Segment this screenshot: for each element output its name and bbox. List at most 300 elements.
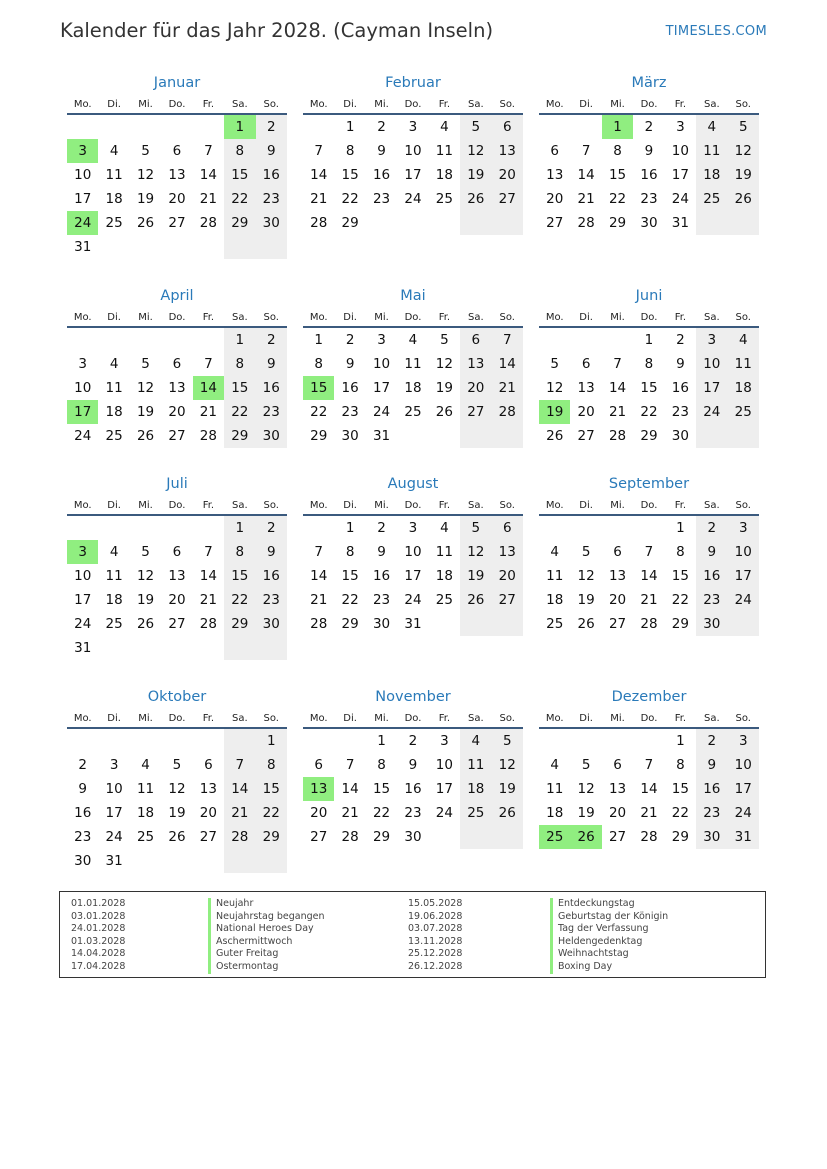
day-cell: 8 bbox=[676, 757, 685, 773]
day-cell: 26 bbox=[136, 616, 155, 632]
weekday-label: Fr. bbox=[202, 99, 215, 110]
legend-dates-left bbox=[71, 898, 125, 974]
month-9 bbox=[539, 473, 759, 636]
day-cell: 6 bbox=[613, 544, 622, 560]
day-cell: 28 bbox=[310, 616, 328, 632]
day-cell: 30 bbox=[256, 211, 287, 235]
day-cell: 23 bbox=[256, 588, 287, 612]
day-cell: 31 bbox=[372, 428, 391, 444]
day-cell: 8 bbox=[256, 753, 287, 777]
day-cell: 29 bbox=[640, 428, 658, 444]
empty-cell bbox=[570, 115, 601, 139]
day-cell: 15 bbox=[372, 781, 391, 797]
empty-cell bbox=[98, 115, 129, 139]
day-cell: 7 bbox=[204, 143, 213, 159]
empty-cell bbox=[633, 729, 664, 753]
day-cell: 16 bbox=[256, 163, 287, 187]
day-cell: 17 bbox=[671, 167, 689, 183]
empty-cell bbox=[570, 516, 601, 540]
weekday-label: Fr. bbox=[438, 99, 451, 110]
month-2 bbox=[303, 72, 523, 235]
day-cell: 12 bbox=[577, 781, 595, 797]
day-cell: 2 bbox=[644, 119, 654, 135]
weekday-label: Mo. bbox=[73, 99, 92, 110]
day-cell: 14 bbox=[640, 568, 658, 584]
empty-cell bbox=[256, 849, 287, 873]
day-cell: 4 bbox=[728, 328, 759, 352]
weekday-label: Mi. bbox=[374, 99, 389, 110]
day-grid bbox=[303, 115, 523, 235]
day-cell: 25 bbox=[136, 829, 155, 845]
day-cell: 7 bbox=[613, 356, 622, 372]
day-cell: 7 bbox=[345, 757, 355, 773]
day-cell: 27 bbox=[168, 428, 186, 444]
empty-cell bbox=[98, 636, 129, 660]
day-cell: 2 bbox=[696, 729, 727, 753]
day-cell: 24 bbox=[404, 592, 422, 608]
day-cell: 24 bbox=[696, 400, 727, 424]
weekday-label: Di. bbox=[343, 312, 357, 323]
day-cell: 6 bbox=[172, 356, 182, 372]
day-cell: 1 bbox=[224, 516, 255, 540]
day-cell: 27 bbox=[608, 829, 627, 845]
day-cell: 2 bbox=[377, 520, 386, 536]
empty-cell bbox=[130, 115, 161, 139]
day-cell: 13 bbox=[492, 139, 523, 163]
day-cell: 19 bbox=[577, 805, 595, 821]
day-cell: 31 bbox=[404, 616, 422, 632]
day-cell: 7 bbox=[581, 143, 591, 159]
day-cell: 6 bbox=[492, 516, 523, 540]
legend-holiday-name: National Heroes Day bbox=[208, 923, 325, 936]
weekday-label: Fr. bbox=[438, 500, 451, 511]
day-cell: 20 bbox=[168, 191, 186, 207]
month-name: September bbox=[608, 476, 690, 492]
day-cell: 13 bbox=[577, 380, 595, 396]
day-cell: 30 bbox=[256, 612, 287, 636]
weekday-header bbox=[67, 710, 287, 729]
day-cell: 20 bbox=[199, 805, 217, 821]
day-cell: 5 bbox=[581, 544, 591, 560]
weekday-label: Do. bbox=[640, 713, 658, 724]
day-cell: 19 bbox=[539, 400, 570, 424]
weekday-label: Mi. bbox=[610, 99, 625, 110]
day-cell: 15 bbox=[671, 568, 689, 584]
day-cell: 27 bbox=[492, 588, 523, 612]
day-cell: 13 bbox=[492, 540, 523, 564]
day-cell: 4 bbox=[696, 115, 727, 139]
day-cell: 19 bbox=[492, 777, 523, 801]
day-cell: 21 bbox=[199, 404, 217, 420]
weekday-header bbox=[303, 710, 523, 729]
empty-cell bbox=[98, 729, 129, 753]
day-cell: 9 bbox=[676, 356, 685, 372]
day-cell: 30 bbox=[404, 829, 422, 845]
day-cell: 18 bbox=[696, 163, 727, 187]
weekday-label: Mi. bbox=[610, 713, 625, 724]
empty-cell bbox=[429, 424, 460, 448]
weekday-header bbox=[539, 96, 759, 115]
day-cell: 28 bbox=[640, 829, 658, 845]
day-cell: 1 bbox=[314, 332, 323, 348]
day-cell: 28 bbox=[577, 215, 595, 231]
day-cell: 9 bbox=[644, 143, 654, 159]
day-cell: 5 bbox=[550, 356, 559, 372]
weekday-label: So. bbox=[735, 312, 751, 323]
day-cell: 24 bbox=[404, 191, 422, 207]
weekday-label: So. bbox=[735, 713, 751, 724]
weekday-label: Sa. bbox=[231, 713, 248, 724]
day-cell: 8 bbox=[613, 143, 622, 159]
legend-holiday-name: Heldengedenktag bbox=[550, 936, 668, 949]
day-cell: 24 bbox=[67, 211, 98, 235]
empty-cell bbox=[460, 211, 491, 235]
empty-cell bbox=[224, 729, 255, 753]
empty-cell bbox=[224, 636, 255, 660]
day-cell: 13 bbox=[608, 568, 627, 584]
legend-names-right bbox=[550, 898, 668, 974]
day-cell: 24 bbox=[435, 805, 453, 821]
day-cell: 18 bbox=[105, 404, 123, 420]
legend-date: 15.05.2028 bbox=[408, 898, 463, 909]
day-cell: 28 bbox=[199, 616, 217, 632]
day-cell: 2 bbox=[676, 332, 685, 348]
day-cell: 29 bbox=[372, 829, 391, 845]
day-cell: 5 bbox=[141, 356, 150, 372]
weekday-label: Di. bbox=[107, 500, 121, 511]
legend-holiday-name: Boxing Day bbox=[550, 961, 668, 974]
day-cell: 29 bbox=[256, 825, 287, 849]
day-cell: 10 bbox=[404, 544, 422, 560]
day-cell: 17 bbox=[728, 777, 759, 801]
brand-link[interactable]: TIMESLES.COM bbox=[665, 24, 767, 39]
day-cell: 29 bbox=[224, 424, 255, 448]
day-cell: 1 bbox=[224, 328, 255, 352]
empty-cell bbox=[696, 424, 727, 448]
day-cell: 5 bbox=[141, 143, 150, 159]
weekday-label: Do. bbox=[404, 713, 422, 724]
day-cell: 7 bbox=[204, 356, 213, 372]
day-cell: 14 bbox=[199, 167, 217, 183]
day-cell: 13 bbox=[608, 781, 627, 797]
weekday-label: Di. bbox=[579, 500, 593, 511]
day-cell: 1 bbox=[345, 119, 355, 135]
empty-cell bbox=[429, 612, 460, 636]
weekday-label: Fr. bbox=[202, 500, 215, 511]
weekday-header bbox=[539, 710, 759, 729]
weekday-label: So. bbox=[263, 99, 279, 110]
weekday-label: So. bbox=[499, 500, 515, 511]
month-name: April bbox=[160, 288, 194, 304]
day-cell: 23 bbox=[372, 191, 391, 207]
day-cell: 15 bbox=[341, 568, 359, 584]
empty-cell bbox=[696, 211, 727, 235]
legend-date: 01.03.2028 bbox=[71, 935, 126, 947]
day-cell: 26 bbox=[460, 588, 491, 612]
empty-cell bbox=[728, 612, 759, 636]
day-cell: 11 bbox=[728, 352, 759, 376]
day-cell: 24 bbox=[728, 801, 759, 825]
day-cell: 4 bbox=[550, 757, 559, 773]
day-cell: 13 bbox=[168, 568, 186, 584]
day-cell: 10 bbox=[728, 540, 759, 564]
day-cell: 26 bbox=[546, 428, 564, 444]
day-grid bbox=[539, 729, 759, 849]
empty-cell bbox=[193, 235, 224, 259]
weekday-label: Di. bbox=[343, 500, 357, 511]
empty-cell bbox=[602, 328, 633, 352]
day-cell: 11 bbox=[460, 753, 491, 777]
day-cell: 22 bbox=[372, 805, 391, 821]
day-cell: 31 bbox=[105, 853, 123, 869]
day-cell: 3 bbox=[676, 119, 685, 135]
day-cell: 20 bbox=[608, 805, 627, 821]
day-cell: 4 bbox=[408, 332, 418, 348]
month-3 bbox=[539, 72, 759, 235]
day-cell: 10 bbox=[74, 167, 92, 183]
empty-cell bbox=[98, 235, 129, 259]
day-cell: 22 bbox=[608, 191, 627, 207]
day-cell: 17 bbox=[404, 568, 422, 584]
day-cell: 19 bbox=[136, 191, 155, 207]
day-cell: 26 bbox=[435, 404, 453, 420]
empty-cell bbox=[193, 729, 224, 753]
legend-holiday-name: Neujahrstag begangen bbox=[208, 911, 325, 924]
day-cell: 30 bbox=[640, 215, 658, 231]
day-cell: 18 bbox=[404, 380, 422, 396]
empty-cell bbox=[256, 636, 287, 660]
weekday-label: Sa. bbox=[703, 500, 720, 511]
day-cell: 8 bbox=[676, 544, 685, 560]
weekday-label: So. bbox=[499, 713, 515, 724]
day-cell: 23 bbox=[256, 400, 287, 424]
day-cell: 16 bbox=[372, 167, 391, 183]
legend-holiday-name: Ostermontag bbox=[208, 961, 325, 974]
weekday-label: Sa. bbox=[467, 500, 484, 511]
month-12 bbox=[539, 686, 759, 849]
weekday-label: Mo. bbox=[73, 312, 92, 323]
day-cell: 16 bbox=[404, 781, 422, 797]
weekday-label: So. bbox=[735, 500, 751, 511]
day-cell: 1 bbox=[345, 520, 355, 536]
month-name: März bbox=[631, 75, 667, 91]
weekday-label: Do. bbox=[404, 312, 422, 323]
weekday-label: Mo. bbox=[309, 500, 328, 511]
weekday-label: Sa. bbox=[231, 312, 248, 323]
day-cell: 1 bbox=[224, 115, 255, 139]
day-cell: 15 bbox=[608, 167, 627, 183]
day-cell: 19 bbox=[728, 163, 759, 187]
day-cell: 23 bbox=[640, 191, 658, 207]
day-cell: 20 bbox=[608, 592, 627, 608]
day-cell: 16 bbox=[671, 380, 689, 396]
day-cell: 17 bbox=[74, 592, 92, 608]
weekday-label: Sa. bbox=[703, 99, 720, 110]
day-cell: 12 bbox=[728, 139, 759, 163]
empty-cell bbox=[161, 115, 192, 139]
day-cell: 30 bbox=[696, 612, 727, 636]
day-cell: 28 bbox=[199, 215, 217, 231]
month-5 bbox=[303, 285, 523, 448]
day-grid bbox=[67, 729, 287, 873]
day-cell: 30 bbox=[671, 428, 689, 444]
day-cell: 29 bbox=[341, 215, 359, 231]
legend-holiday-name: Weihnachtstag bbox=[550, 948, 668, 961]
day-cell: 22 bbox=[671, 592, 689, 608]
legend-holiday-name: Tag der Verfassung bbox=[550, 923, 668, 936]
weekday-header bbox=[303, 497, 523, 516]
weekday-label: Fr. bbox=[438, 312, 451, 323]
month-name: Dezember bbox=[611, 689, 687, 705]
day-cell: 20 bbox=[577, 404, 595, 420]
day-cell: 11 bbox=[546, 781, 564, 797]
day-cell: 12 bbox=[492, 753, 523, 777]
day-cell: 28 bbox=[310, 215, 328, 231]
empty-cell bbox=[429, 211, 460, 235]
day-cell: 11 bbox=[435, 544, 453, 560]
day-cell: 26 bbox=[460, 187, 491, 211]
day-cell: 9 bbox=[345, 356, 355, 372]
weekday-label: Mo. bbox=[309, 312, 328, 323]
day-cell: 7 bbox=[204, 544, 213, 560]
day-cell: 21 bbox=[224, 801, 255, 825]
day-cell: 3 bbox=[728, 516, 759, 540]
day-cell: 12 bbox=[546, 380, 564, 396]
day-cell: 27 bbox=[168, 616, 186, 632]
day-cell: 9 bbox=[408, 757, 418, 773]
holiday-legend bbox=[59, 891, 766, 978]
day-cell: 9 bbox=[256, 540, 287, 564]
day-cell: 13 bbox=[460, 352, 491, 376]
weekday-label: Mo. bbox=[545, 99, 564, 110]
empty-cell bbox=[570, 729, 601, 753]
day-cell: 11 bbox=[546, 568, 564, 584]
day-cell: 29 bbox=[310, 428, 328, 444]
weekday-label: Do. bbox=[404, 500, 422, 511]
empty-cell bbox=[67, 115, 98, 139]
day-cell: 17 bbox=[105, 805, 123, 821]
day-cell: 6 bbox=[172, 544, 182, 560]
day-cell: 6 bbox=[314, 757, 323, 773]
day-cell: 27 bbox=[460, 400, 491, 424]
weekday-label: Mi. bbox=[610, 500, 625, 511]
day-cell: 29 bbox=[341, 616, 359, 632]
day-cell: 10 bbox=[404, 143, 422, 159]
day-cell: 12 bbox=[168, 781, 186, 797]
day-cell: 15 bbox=[224, 163, 255, 187]
day-cell: 22 bbox=[640, 404, 658, 420]
day-cell: 5 bbox=[172, 757, 182, 773]
day-cell: 5 bbox=[460, 516, 491, 540]
day-cell: 23 bbox=[404, 805, 422, 821]
day-cell: 23 bbox=[74, 829, 92, 845]
day-cell: 29 bbox=[224, 612, 255, 636]
empty-cell bbox=[460, 612, 491, 636]
day-cell: 31 bbox=[728, 825, 759, 849]
day-cell: 1 bbox=[676, 520, 685, 536]
day-cell: 15 bbox=[303, 376, 334, 400]
day-cell: 8 bbox=[345, 143, 355, 159]
weekday-label: Fr. bbox=[438, 713, 451, 724]
weekday-header bbox=[67, 497, 287, 516]
legend-date: 19.06.2028 bbox=[408, 910, 463, 922]
day-cell: 14 bbox=[640, 781, 658, 797]
weekday-label: So. bbox=[499, 99, 515, 110]
day-cell: 30 bbox=[74, 853, 92, 869]
day-cell: 13 bbox=[199, 781, 217, 797]
weekday-label: Do. bbox=[404, 99, 422, 110]
weekday-label: Do. bbox=[168, 99, 186, 110]
day-grid bbox=[539, 115, 759, 235]
day-cell: 27 bbox=[546, 215, 564, 231]
day-cell: 14 bbox=[341, 781, 359, 797]
empty-cell bbox=[193, 328, 224, 352]
weekday-label: Mi. bbox=[374, 713, 389, 724]
day-cell: 3 bbox=[67, 139, 98, 163]
empty-cell bbox=[728, 211, 759, 235]
month-name: November bbox=[375, 689, 451, 705]
day-cell: 25 bbox=[435, 592, 453, 608]
day-cell: 2 bbox=[377, 119, 386, 135]
weekday-label: Fr. bbox=[674, 312, 687, 323]
day-cell: 12 bbox=[577, 568, 595, 584]
day-cell: 11 bbox=[105, 380, 123, 396]
day-cell: 11 bbox=[404, 356, 422, 372]
empty-cell bbox=[161, 849, 192, 873]
day-cell: 9 bbox=[78, 781, 87, 797]
day-cell: 5 bbox=[440, 332, 449, 348]
day-cell: 17 bbox=[696, 376, 727, 400]
weekday-label: Di. bbox=[579, 312, 593, 323]
day-cell: 11 bbox=[696, 139, 727, 163]
day-cell: 16 bbox=[341, 380, 359, 396]
month-6 bbox=[539, 285, 759, 448]
month-name: Mai bbox=[400, 288, 426, 304]
empty-cell bbox=[492, 825, 523, 849]
day-cell: 3 bbox=[696, 328, 727, 352]
day-cell: 8 bbox=[224, 352, 255, 376]
day-cell: 5 bbox=[141, 544, 150, 560]
month-11 bbox=[303, 686, 523, 849]
day-cell: 30 bbox=[696, 825, 727, 849]
day-cell: 14 bbox=[310, 167, 328, 183]
day-cell: 24 bbox=[728, 588, 759, 612]
weekday-label: Mi. bbox=[138, 312, 153, 323]
day-cell: 9 bbox=[377, 544, 386, 560]
weekday-label: Do. bbox=[168, 713, 186, 724]
day-cell: 28 bbox=[341, 829, 359, 845]
empty-cell bbox=[98, 516, 129, 540]
day-cell: 27 bbox=[199, 829, 217, 845]
day-cell: 16 bbox=[372, 568, 391, 584]
day-cell: 3 bbox=[78, 356, 87, 372]
day-cell: 31 bbox=[74, 640, 92, 656]
day-cell: 11 bbox=[435, 143, 453, 159]
day-cell: 23 bbox=[671, 404, 689, 420]
month-1 bbox=[67, 72, 287, 259]
weekday-label: Mi. bbox=[138, 99, 153, 110]
empty-cell bbox=[334, 729, 365, 753]
day-cell: 28 bbox=[199, 428, 217, 444]
empty-cell bbox=[67, 729, 98, 753]
day-cell: 16 bbox=[256, 376, 287, 400]
day-cell: 9 bbox=[256, 352, 287, 376]
day-cell: 25 bbox=[728, 400, 759, 424]
day-cell: 5 bbox=[581, 757, 591, 773]
empty-cell bbox=[130, 729, 161, 753]
day-cell: 30 bbox=[256, 424, 287, 448]
day-cell: 5 bbox=[728, 115, 759, 139]
